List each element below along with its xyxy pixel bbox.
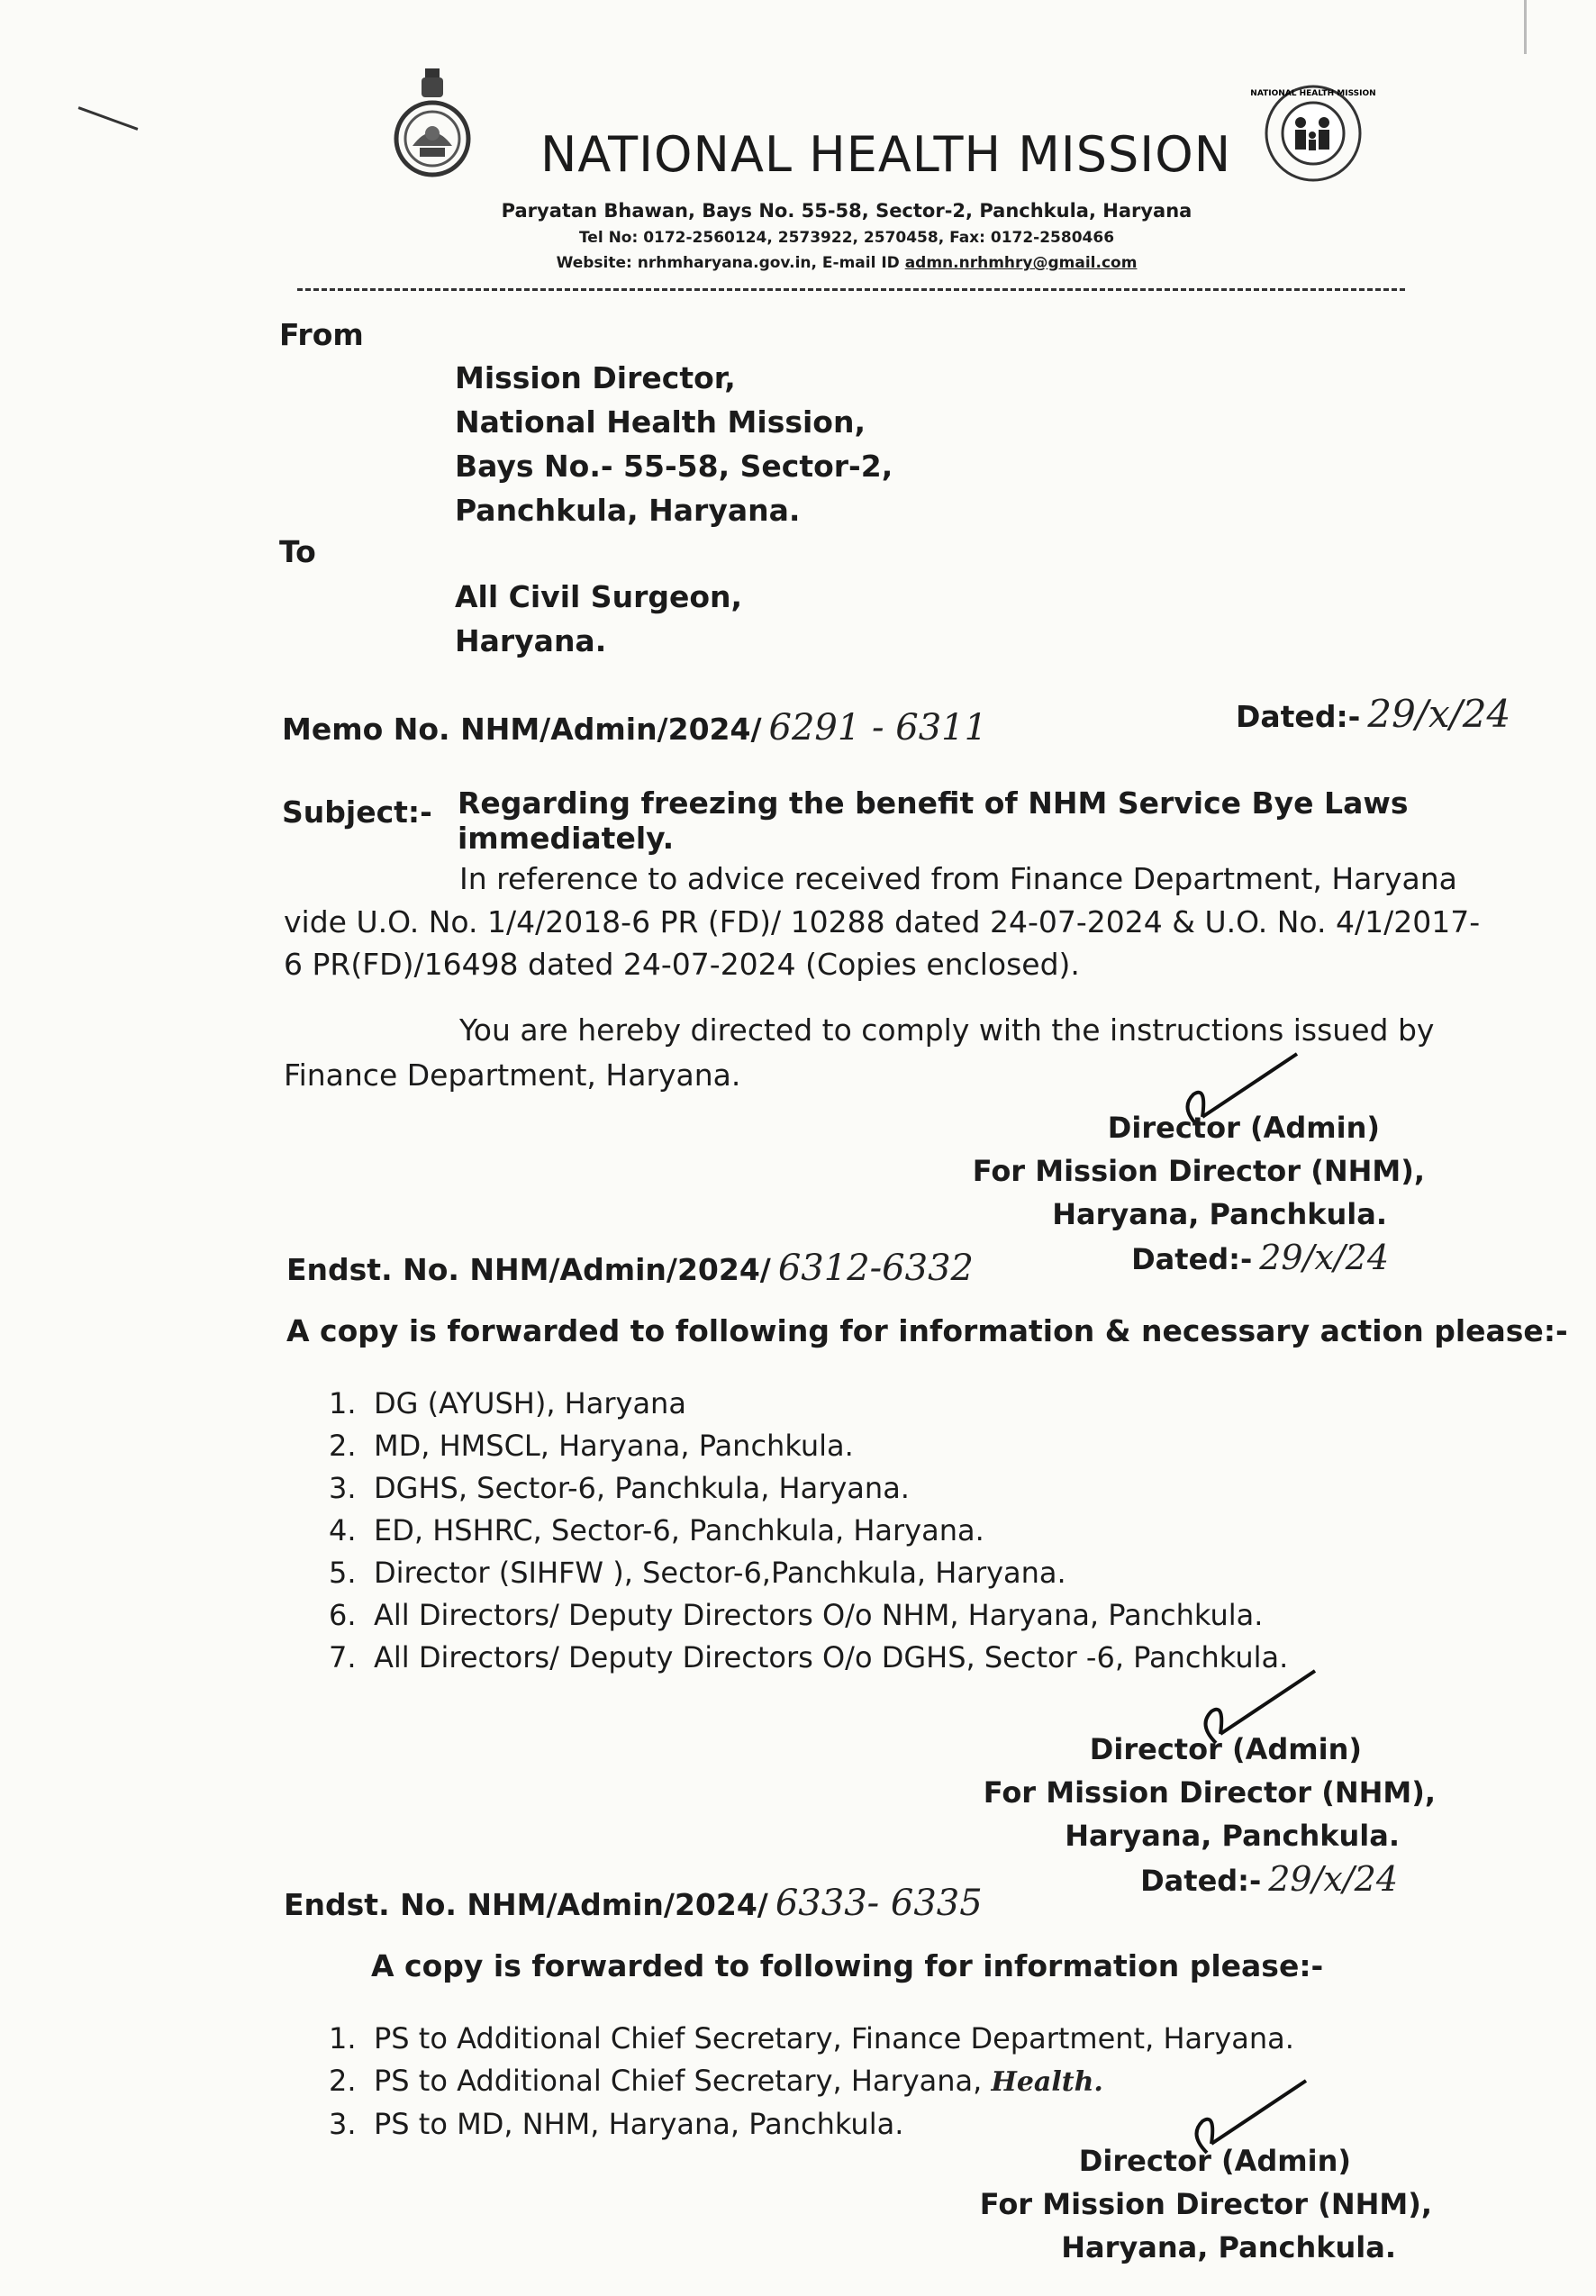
signature-2-dated <box>984 1857 1398 1902</box>
from-address <box>455 356 893 532</box>
memo-dated-label: Dated:- <box>1236 699 1361 734</box>
signature-3-block <box>980 2139 1432 2269</box>
signature-2-dated-label: Dated:- <box>1140 1864 1262 1898</box>
memo-handwritten-number: 6291 - 6311 <box>768 707 988 749</box>
subject-text: Regarding freezing the benefit of NHM Service Bye Laws immediately. <box>458 785 1409 856</box>
subject-label: Subject:- <box>282 794 432 830</box>
endst-1-handwritten-number: 6312-6332 <box>777 1248 974 1289</box>
signature-1-block <box>973 1106 1425 1281</box>
signature-2-block <box>984 1728 1436 1902</box>
signature-2-place: Haryana, Panchkula. <box>1065 1819 1400 1853</box>
signature-1-date: 29/x/24 <box>1259 1238 1389 1277</box>
endst-1-item-6: 6. All Directors/ Deputy Directors O/o NHM, Haryana, Panchkula. <box>329 1598 1264 1632</box>
to-label: To <box>279 534 316 569</box>
signature-1-dated-label: Dated:- <box>1131 1242 1253 1276</box>
letterhead-divider <box>297 288 1405 291</box>
memo-dated <box>1236 692 1510 736</box>
from-label: From <box>279 317 364 352</box>
from-line-2: National Health Mission, <box>455 404 866 440</box>
from-line-1: Mission Director, <box>455 360 736 395</box>
signature-2-designation: Director (Admin) <box>1089 1732 1362 1766</box>
nhm-logo <box>1250 79 1376 187</box>
signature-1-for-line: For Mission Director (NHM), <box>972 1154 1425 1188</box>
signature-1-designation: Director (Admin) <box>1107 1111 1380 1145</box>
letterhead-website-text: Website: nrhmharyana.gov.in, E-mail ID <box>556 254 905 272</box>
endst-1-item-7: 7. All Directors/ Deputy Directors O/o DGHS, Sector -6, Panchkula. <box>329 1640 1289 1674</box>
endst-2-item-2-handwritten: Health. <box>991 2066 1103 2098</box>
signature-1-place: Haryana, Panchkula. <box>1052 1197 1387 1231</box>
pen-stroke-mark <box>78 106 139 131</box>
body-para1-line2: vide U.O. No. 1/4/2018-6 PR (FD)/ 10288 dated 24-07-2024 & U.O. No. 4/1/2017- <box>284 904 1481 939</box>
signature-3-for-line: For Mission Director (NHM), <box>979 2187 1432 2221</box>
letterhead-website <box>486 254 1207 272</box>
memo-handwritten-date: 29/x/24 <box>1367 692 1511 736</box>
body-para2-line1: You are hereby directed to comply with the instructions issued by <box>459 1012 1435 1048</box>
endst-2-prefix: Endst. No. NHM/Admin/2024/ <box>284 1887 768 1922</box>
endst-1-number <box>286 1248 974 1289</box>
body-para1-line1: In reference to advice received from Finance Department, Haryana <box>459 861 1457 896</box>
haryana-emblem-logo <box>387 65 477 182</box>
signature-3-designation: Director (Admin) <box>1078 2144 1351 2178</box>
signature-1-dated <box>973 1236 1389 1281</box>
to-line-1: All Civil Surgeon, <box>455 579 743 614</box>
signature-2-for-line: For Mission Director (NHM), <box>983 1775 1436 1810</box>
endst-1-item-4: 4. ED, HSHRC, Sector-6, Panchkula, Haryana. <box>329 1513 984 1547</box>
memo-prefix: Memo No. NHM/Admin/2024/ <box>282 712 762 747</box>
letterhead-tel-fax: Tel No: 0172-2560124, 2573922, 2570458, Fax: 0172-2580466 <box>578 229 1115 247</box>
endst-2-list <box>329 2018 1294 2146</box>
endst-2-number <box>284 1883 983 1924</box>
signature-3-place: Haryana, Panchkula. <box>1061 2230 1396 2264</box>
signature-2-date: 29/x/24 <box>1268 1859 1398 1899</box>
nhm-logo-text: NATIONAL HEALTH MISSION <box>1250 89 1376 98</box>
body-para1-line3: 6 PR(FD)/16498 dated 24-07-2024 (Copies enclosed). <box>284 947 1080 982</box>
to-address <box>455 575 742 663</box>
memo-number <box>282 707 987 749</box>
endst-1-list <box>329 1383 1288 1679</box>
endst-1-item-3: 3. DGHS, Sector-6, Panchkula, Haryana. <box>329 1471 910 1505</box>
letterhead-address: Paryatan Bhawan, Bays No. 55-58, Sector-2, Panchkula, Haryana <box>501 200 1192 222</box>
endst-2-item-2: 2. PS to Additional Chief Secretary, Haryana, Health. <box>329 2064 1103 2098</box>
letterhead-title: NATIONAL HEALTH MISSION <box>540 126 1232 183</box>
endst-1-item-1: 1. DG (AYUSH), Haryana <box>329 1386 686 1420</box>
endst-1-item-2: 2. MD, HMSCL, Haryana, Panchkula. <box>329 1429 854 1463</box>
endst-2-item-3: 3. PS to MD, NHM, Haryana, Panchkula. <box>329 2107 904 2141</box>
endst-2-handwritten-number: 6333- 6335 <box>775 1883 983 1924</box>
from-line-3: Bays No.- 55-58, Sector-2, <box>455 449 893 484</box>
endst-1-item-5: 5. Director (SIHFW ), Sector-6,Panchkula, Haryana. <box>329 1556 1066 1590</box>
to-line-2: Haryana. <box>455 623 607 658</box>
endst-2-item-1: 1. PS to Additional Chief Secretary, Finance Department, Haryana. <box>329 2021 1294 2056</box>
endst-1-intro: A copy is forwarded to following for information & necessary action please:- <box>286 1313 1568 1348</box>
scan-edge-mark <box>1524 0 1527 54</box>
from-line-4: Panchkula, Haryana. <box>455 493 801 528</box>
body-para2-line2: Finance Department, Haryana. <box>284 1057 741 1093</box>
endst-1-prefix: Endst. No. NHM/Admin/2024/ <box>286 1252 771 1287</box>
letterhead-email-link[interactable]: admn.nrhmhry@gmail.com <box>904 254 1138 272</box>
endst-2-intro: A copy is forwarded to following for information please:- <box>371 1948 1324 1983</box>
